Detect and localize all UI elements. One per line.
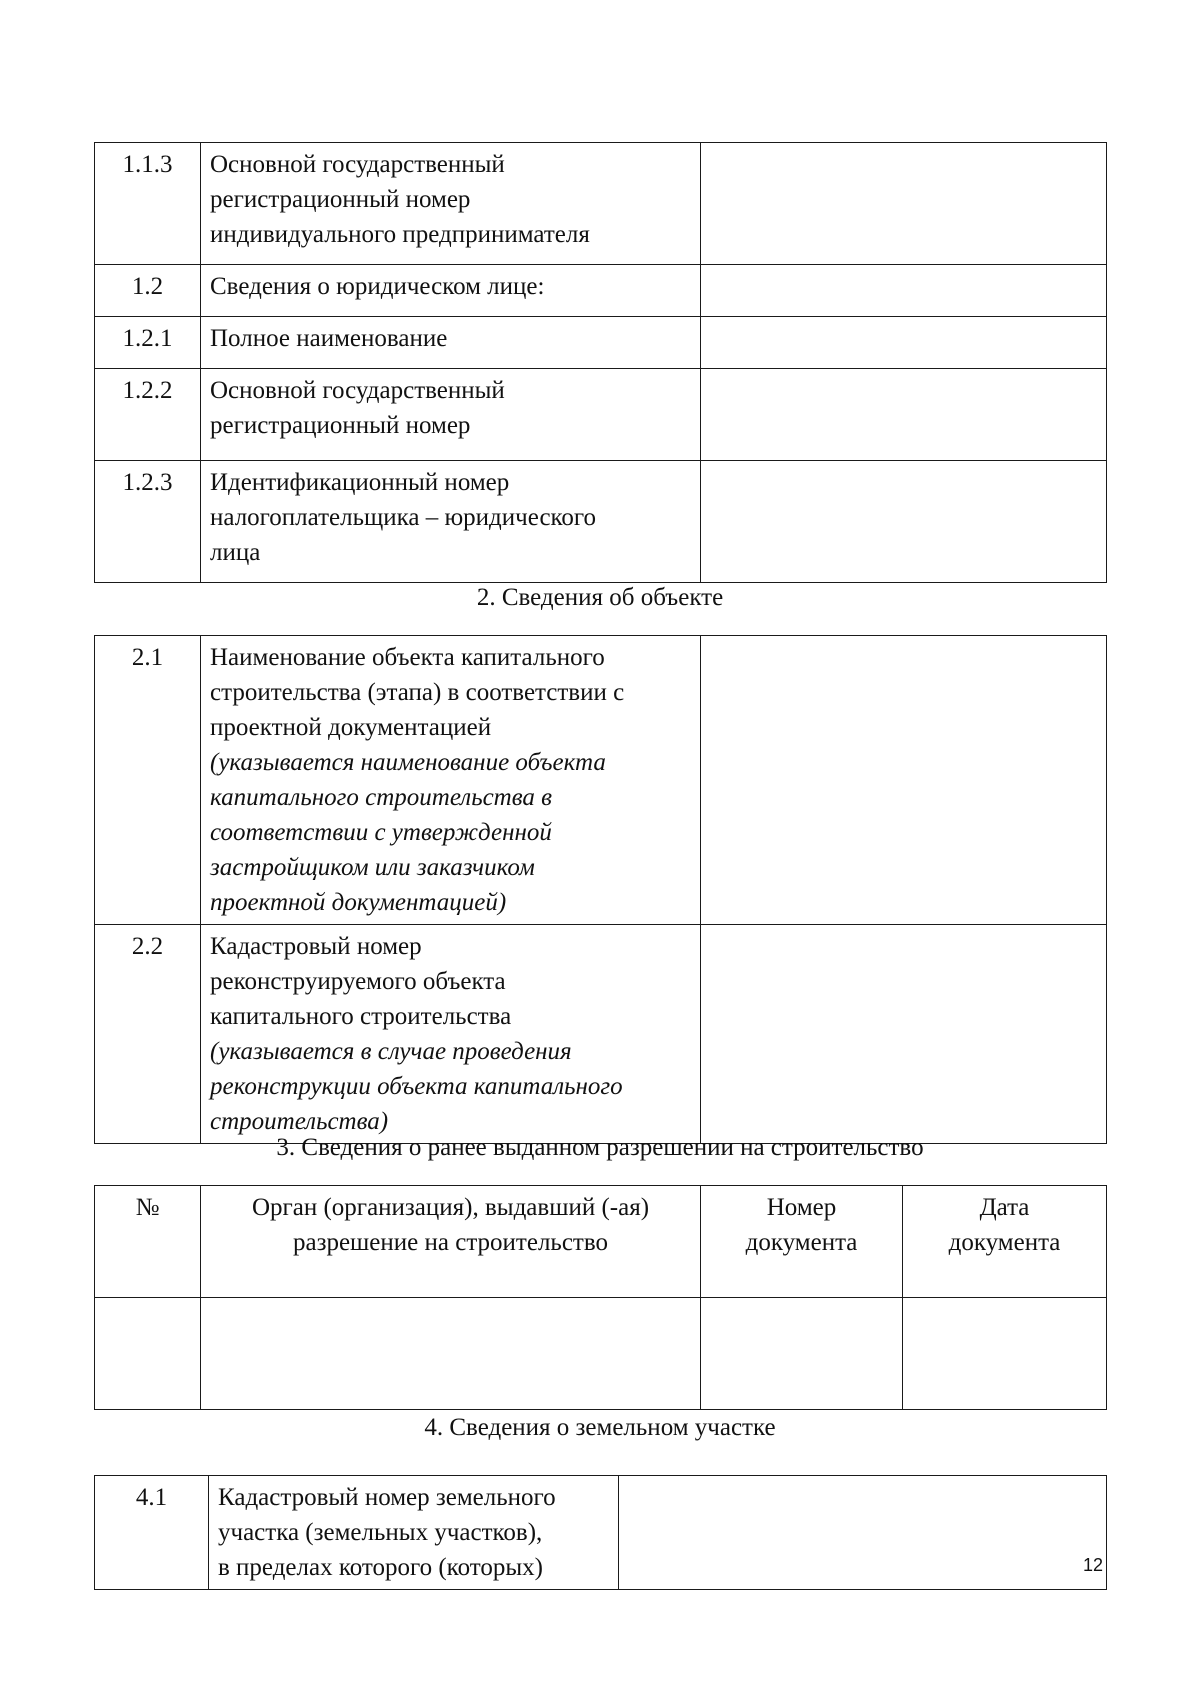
row-value[interactable] <box>701 265 1107 317</box>
label-line: Наименование объекта капитального <box>210 644 605 671</box>
label-note-line: соответствии с утвержденной <box>210 819 552 846</box>
table-permit <box>94 1185 1107 1410</box>
row-number: 2.2 <box>95 925 201 1144</box>
row-label <box>201 636 701 925</box>
row-label <box>201 369 701 461</box>
label-line: реконструируемого объекта <box>210 968 506 995</box>
header-line: Орган (организация), выдавший (-ая) <box>251 1194 650 1221</box>
row-label <box>209 1476 619 1590</box>
row-number: 1.2 <box>95 265 201 317</box>
label-line: индивидуального предпринимателя <box>210 221 590 248</box>
label-line: регистрационный номер <box>210 412 471 439</box>
table-row <box>95 143 1107 265</box>
label-line: в пределах которого (которых) <box>218 1554 543 1581</box>
label-line: проектной документацией <box>210 714 492 741</box>
cell-document-date[interactable] <box>903 1298 1107 1410</box>
table-row <box>95 461 1107 583</box>
label-line: Кадастровый номер <box>210 933 422 960</box>
cell-document-number[interactable] <box>701 1298 903 1410</box>
label-line: Основной государственный <box>210 377 505 404</box>
table-body <box>95 1476 1107 1590</box>
label-note-line: капитального строительства в <box>210 784 553 811</box>
label-note-line: реконструкции объекта капитального <box>210 1073 623 1100</box>
row-number: 1.2.2 <box>95 369 201 461</box>
label-note-line: проектной документацией) <box>210 889 507 916</box>
row-label <box>201 925 701 1144</box>
row-label <box>201 143 701 265</box>
row-label <box>201 461 701 583</box>
cell-permit-authority[interactable] <box>201 1298 701 1410</box>
table-row <box>95 636 1107 925</box>
row-number: 1.2.3 <box>95 461 201 583</box>
row-value[interactable] <box>701 461 1107 583</box>
label-line: Идентификационный номер <box>210 469 510 496</box>
label-line: налогоплательщика – юридического <box>210 504 597 531</box>
label-line: строительства (этапа) в соответствии с <box>210 679 625 706</box>
section-title-object: 2. Сведения об объекте <box>476 584 724 611</box>
row-label <box>201 317 701 369</box>
header-line: Дата <box>979 1194 1030 1221</box>
label-line: регистрационный номер <box>210 186 471 213</box>
label-note-line: (указывается наименование объекта <box>210 749 606 776</box>
table-body <box>95 636 1107 1144</box>
row-number: 2.1 <box>95 636 201 925</box>
header-line: документа <box>948 1229 1061 1256</box>
label-line: Сведения о юридическом лице: <box>210 273 545 300</box>
table-row <box>95 369 1107 461</box>
table-header-row <box>95 1186 1107 1298</box>
label-line: капитального строительства <box>210 1003 512 1030</box>
table-row <box>95 1298 1107 1410</box>
row-value[interactable] <box>701 369 1107 461</box>
label-note-line: застройщиком или заказчиком <box>210 854 535 881</box>
row-value[interactable] <box>619 1476 1107 1590</box>
header-line: разрешение на строительство <box>292 1229 608 1256</box>
table-land-info <box>94 1475 1107 1590</box>
row-value[interactable] <box>701 636 1107 925</box>
cell-permit-number[interactable] <box>95 1298 201 1410</box>
row-number: 1.2.1 <box>95 317 201 369</box>
column-header <box>903 1186 1107 1298</box>
table-row <box>95 317 1107 369</box>
section-title-permit: 3. Сведения о ранее выданном разрешении на строительство <box>276 1134 924 1161</box>
table-applicant-info <box>94 142 1107 583</box>
label-line: Основной государственный <box>210 151 505 178</box>
row-number: 1.1.3 <box>95 143 201 265</box>
row-value[interactable] <box>701 317 1107 369</box>
header-line: документа <box>745 1229 858 1256</box>
row-value[interactable] <box>701 143 1107 265</box>
label-line: лица <box>210 539 261 566</box>
column-header <box>201 1186 701 1298</box>
header-line: Номер <box>766 1194 837 1221</box>
label-note-line: (указывается в случае проведения <box>210 1038 572 1065</box>
table-object-info <box>94 635 1107 1144</box>
table-row <box>95 265 1107 317</box>
row-number: 4.1 <box>95 1476 209 1590</box>
label-line: Полное наименование <box>210 325 448 352</box>
row-label <box>201 265 701 317</box>
label-line: Кадастровый номер земельного <box>218 1484 556 1511</box>
column-header <box>701 1186 903 1298</box>
label-line: участка (земельных участков), <box>218 1519 543 1546</box>
table-row <box>95 1476 1107 1590</box>
table-body <box>95 143 1107 583</box>
label-note-line: строительства) <box>210 1108 389 1135</box>
row-value[interactable] <box>701 925 1107 1144</box>
page-number: 12 <box>1083 1555 1104 1575</box>
section-title-land: 4. Сведения о земельном участке <box>424 1414 776 1441</box>
column-header <box>95 1186 201 1298</box>
header-line: № <box>135 1194 160 1221</box>
table-row <box>95 925 1107 1144</box>
